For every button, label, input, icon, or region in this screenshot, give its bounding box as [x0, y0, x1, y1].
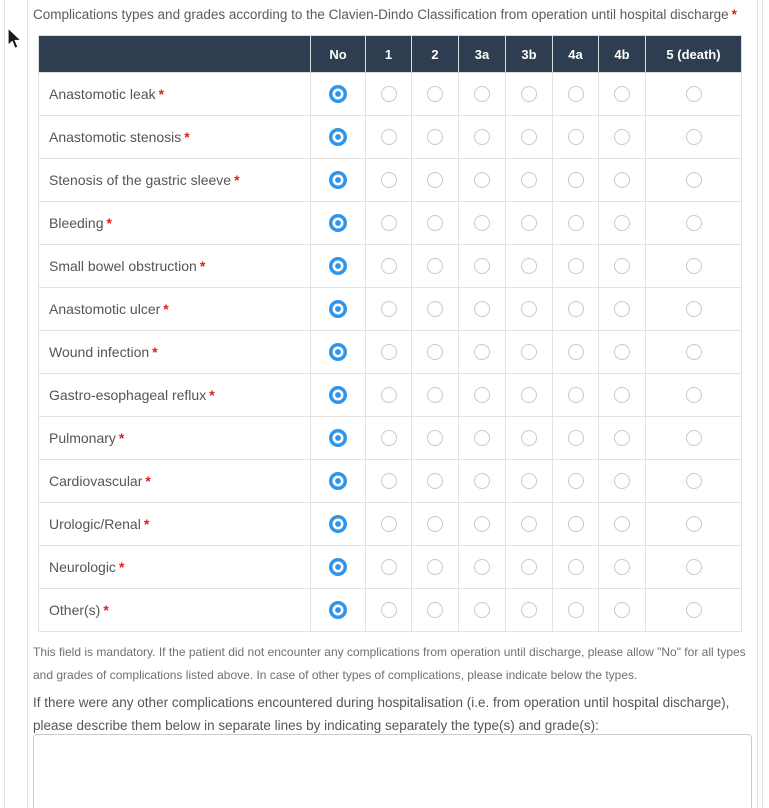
radio-cell-other-s-4a — [553, 589, 599, 632]
radio-wound-infection-5-death[interactable] — [686, 344, 702, 360]
radio-cell-anastomotic-leak-4b — [599, 73, 646, 116]
radio-gastro-esophageal-reflux-5-death[interactable] — [686, 387, 702, 403]
row-label-text: Anastomotic stenosis — [49, 129, 182, 145]
row-label-text: Pulmonary — [49, 430, 116, 446]
radio-stenosis-of-the-gastric-sleeve-2[interactable] — [427, 172, 443, 188]
radio-cell-anastomotic-ulcer-no — [311, 288, 366, 331]
radio-small-bowel-obstruction-3a[interactable] — [474, 258, 490, 274]
radio-cardiovascular-3a[interactable] — [474, 473, 490, 489]
radio-cell-anastomotic-stenosis-4b — [599, 116, 646, 159]
radio-cell-gastro-esophageal-reflux-3b — [506, 374, 553, 417]
radio-cell-stenosis-of-the-gastric-sleeve-5-death — [646, 159, 742, 202]
radio-cell-neurologic-2 — [412, 546, 459, 589]
radio-cell-neurologic-no — [311, 546, 366, 589]
row-label-anastomotic-stenosis — [39, 116, 311, 159]
required-asterisk: * — [234, 172, 240, 188]
radio-small-bowel-obstruction-no-selected[interactable] — [329, 257, 347, 275]
radio-pulmonary-4b[interactable] — [614, 430, 630, 446]
radio-cell-pulmonary-1 — [366, 417, 412, 460]
radio-cardiovascular-4a[interactable] — [568, 473, 584, 489]
radio-neurologic-3b[interactable] — [521, 559, 537, 575]
radio-cell-stenosis-of-the-gastric-sleeve-no — [311, 159, 366, 202]
radio-cell-bleeding-1 — [366, 202, 412, 245]
row-label-bleeding — [39, 202, 311, 245]
radio-cell-anastomotic-leak-3a — [459, 73, 506, 116]
radio-cell-gastro-esophageal-reflux-4a — [553, 374, 599, 417]
required-asterisk: * — [209, 387, 215, 403]
radio-cell-anastomotic-stenosis-3b — [506, 116, 553, 159]
row-label-text: Small bowel obstruction — [49, 258, 197, 274]
radio-cell-gastro-esophageal-reflux-no — [311, 374, 366, 417]
right-outer-border — [762, 0, 763, 808]
table-header-row — [39, 36, 742, 73]
radio-gastro-esophageal-reflux-4a[interactable] — [568, 387, 584, 403]
radio-cell-wound-infection-2 — [412, 331, 459, 374]
table-row-urologic-renal — [39, 503, 742, 546]
radio-pulmonary-no-selected[interactable] — [329, 429, 347, 447]
radio-neurologic-5-death[interactable] — [686, 559, 702, 575]
radio-cell-other-s-5-death — [646, 589, 742, 632]
table-row-gastro-esophageal-reflux — [39, 374, 742, 417]
radio-cell-small-bowel-obstruction-2 — [412, 245, 459, 288]
radio-cell-urologic-renal-no — [311, 503, 366, 546]
question-title — [33, 6, 748, 24]
radio-cell-anastomotic-ulcer-4b — [599, 288, 646, 331]
radio-pulmonary-1[interactable] — [381, 430, 397, 446]
radio-cell-cardiovascular-4b — [599, 460, 646, 503]
mandatory-help-text: This field is mandatory. If the patient did not encounter any complications from operation until discharge, please allow "No" for all types and grades of complications listed above. In case of other types of complications, please indicate below the types. — [33, 645, 746, 682]
radio-small-bowel-obstruction-4b[interactable] — [614, 258, 630, 274]
table-row-wound-infection — [39, 331, 742, 374]
radio-neurologic-4b[interactable] — [614, 559, 630, 575]
radio-cell-neurologic-3a — [459, 546, 506, 589]
radio-cell-anastomotic-ulcer-1 — [366, 288, 412, 331]
radio-gastro-esophageal-reflux-2[interactable] — [427, 387, 443, 403]
header-cell-4b: 4b — [599, 36, 646, 73]
radio-cell-anastomotic-ulcer-4a — [553, 288, 599, 331]
radio-wound-infection-1[interactable] — [381, 344, 397, 360]
radio-pulmonary-3a[interactable] — [474, 430, 490, 446]
radio-cell-bleeding-no — [311, 202, 366, 245]
radio-cell-small-bowel-obstruction-4b — [599, 245, 646, 288]
row-label-gastro-esophageal-reflux — [39, 374, 311, 417]
radio-cell-wound-infection-4b — [599, 331, 646, 374]
radio-cell-other-s-no — [311, 589, 366, 632]
radio-cell-other-s-4b — [599, 589, 646, 632]
radio-cell-stenosis-of-the-gastric-sleeve-4a — [553, 159, 599, 202]
row-label-urologic-renal — [39, 503, 311, 546]
radio-wound-infection-4b[interactable] — [614, 344, 630, 360]
row-label-text: Cardiovascular — [49, 473, 143, 489]
radio-cell-small-bowel-obstruction-1 — [366, 245, 412, 288]
radio-other-s-3a[interactable] — [474, 602, 490, 618]
header-cell-blank — [39, 36, 311, 73]
radio-pulmonary-3b[interactable] — [521, 430, 537, 446]
required-asterisk: * — [184, 129, 190, 145]
radio-anastomotic-stenosis-4b[interactable] — [614, 129, 630, 145]
radio-stenosis-of-the-gastric-sleeve-4b[interactable] — [614, 172, 630, 188]
radio-cell-urologic-renal-2 — [412, 503, 459, 546]
radio-cell-other-s-2 — [412, 589, 459, 632]
radio-cell-anastomotic-stenosis-5-death — [646, 116, 742, 159]
radio-small-bowel-obstruction-4a[interactable] — [568, 258, 584, 274]
header-cell-2: 2 — [412, 36, 459, 73]
radio-urologic-renal-5-death[interactable] — [686, 516, 702, 532]
radio-cell-urologic-renal-3a — [459, 503, 506, 546]
row-label-neurologic — [39, 546, 311, 589]
radio-cell-neurologic-5-death — [646, 546, 742, 589]
row-label-text: Anastomotic ulcer — [49, 301, 161, 317]
radio-cell-wound-infection-no — [311, 331, 366, 374]
table-row-anastomotic-ulcer — [39, 288, 742, 331]
radio-gastro-esophageal-reflux-no-selected[interactable] — [329, 386, 347, 404]
radio-cell-pulmonary-3b — [506, 417, 553, 460]
radio-cell-anastomotic-ulcer-3b — [506, 288, 553, 331]
radio-cell-pulmonary-4a — [553, 417, 599, 460]
row-label-text: Anastomotic leak — [49, 86, 156, 102]
radio-cell-anastomotic-leak-4a — [553, 73, 599, 116]
radio-bleeding-3a[interactable] — [474, 215, 490, 231]
radio-gastro-esophageal-reflux-3a[interactable] — [474, 387, 490, 403]
radio-cell-stenosis-of-the-gastric-sleeve-2 — [412, 159, 459, 202]
radio-bleeding-3b[interactable] — [521, 215, 537, 231]
radio-anastomotic-stenosis-1[interactable] — [381, 129, 397, 145]
radio-cell-pulmonary-no — [311, 417, 366, 460]
radio-cell-stenosis-of-the-gastric-sleeve-3b — [506, 159, 553, 202]
radio-cell-pulmonary-2 — [412, 417, 459, 460]
row-label-other-s — [39, 589, 311, 632]
radio-cell-bleeding-4a — [553, 202, 599, 245]
radio-cell-stenosis-of-the-gastric-sleeve-3a — [459, 159, 506, 202]
required-asterisk: * — [199, 258, 206, 274]
table-row-bleeding — [39, 202, 742, 245]
radio-anastomotic-ulcer-5-death[interactable] — [686, 301, 702, 317]
radio-anastomotic-leak-1[interactable] — [381, 86, 397, 102]
table-row-small-bowel-obstruction — [39, 245, 742, 288]
required-asterisk: * — [118, 559, 125, 575]
radio-neurologic-2[interactable] — [427, 559, 443, 575]
radio-cell-anastomotic-leak-1 — [366, 73, 412, 116]
table-row-neurologic — [39, 546, 742, 589]
radio-cell-pulmonary-3a — [459, 417, 506, 460]
other-complications-textarea[interactable] — [33, 734, 752, 808]
row-label-wound-infection — [39, 331, 311, 374]
radio-cell-anastomotic-ulcer-2 — [412, 288, 459, 331]
radio-pulmonary-2[interactable] — [427, 430, 443, 446]
radio-anastomotic-ulcer-4b[interactable] — [614, 301, 630, 317]
radio-urologic-renal-4b[interactable] — [614, 516, 630, 532]
required-asterisk: * — [158, 86, 165, 102]
header-cell-3a: 3a — [459, 36, 506, 73]
radio-other-s-5-death[interactable] — [686, 602, 702, 618]
radio-stenosis-of-the-gastric-sleeve-1[interactable] — [381, 172, 397, 188]
radio-cell-gastro-esophageal-reflux-1 — [366, 374, 412, 417]
table-row-other-s — [39, 589, 742, 632]
radio-cell-small-bowel-obstruction-no — [311, 245, 366, 288]
radio-anastomotic-stenosis-3b[interactable] — [521, 129, 537, 145]
radio-cell-cardiovascular-4a — [553, 460, 599, 503]
radio-other-s-1[interactable] — [381, 602, 397, 618]
radio-anastomotic-ulcer-4a[interactable] — [568, 301, 584, 317]
radio-other-s-4b[interactable] — [614, 602, 630, 618]
radio-gastro-esophageal-reflux-4b[interactable] — [614, 387, 630, 403]
radio-bleeding-2[interactable] — [427, 215, 443, 231]
complications-table — [38, 35, 742, 632]
radio-gastro-esophageal-reflux-1[interactable] — [381, 387, 397, 403]
radio-cell-other-s-3b — [506, 589, 553, 632]
radio-cell-other-s-1 — [366, 589, 412, 632]
radio-cell-anastomotic-stenosis-2 — [412, 116, 459, 159]
radio-cell-anastomotic-stenosis-3a — [459, 116, 506, 159]
radio-cell-small-bowel-obstruction-3a — [459, 245, 506, 288]
header-cell-3b: 3b — [506, 36, 553, 73]
row-label-anastomotic-leak — [39, 73, 311, 116]
radio-cell-gastro-esophageal-reflux-5-death — [646, 374, 742, 417]
radio-anastomotic-ulcer-2[interactable] — [427, 301, 443, 317]
radio-cell-bleeding-3a — [459, 202, 506, 245]
required-asterisk: * — [143, 516, 150, 532]
radio-cell-cardiovascular-3b — [506, 460, 553, 503]
radio-cell-bleeding-4b — [599, 202, 646, 245]
radio-cell-anastomotic-leak-2 — [412, 73, 459, 116]
radio-small-bowel-obstruction-5-death[interactable] — [686, 258, 702, 274]
radio-cell-wound-infection-5-death — [646, 331, 742, 374]
radio-anastomotic-stenosis-5-death[interactable] — [686, 129, 702, 145]
left-panel-border — [27, 0, 28, 808]
radio-anastomotic-leak-2[interactable] — [427, 86, 443, 102]
radio-cell-wound-infection-3a — [459, 331, 506, 374]
table-row-pulmonary — [39, 417, 742, 460]
radio-neurologic-3a[interactable] — [474, 559, 490, 575]
required-asterisk: * — [103, 602, 109, 618]
radio-cardiovascular-3b[interactable] — [521, 473, 537, 489]
table-row-anastomotic-stenosis — [39, 116, 742, 159]
header-cell-1: 1 — [366, 36, 412, 73]
header-cell-5-death: 5 (death) — [646, 36, 742, 73]
radio-anastomotic-leak-5-death[interactable] — [686, 86, 702, 102]
radio-cell-anastomotic-ulcer-5-death — [646, 288, 742, 331]
radio-urologic-renal-2[interactable] — [427, 516, 443, 532]
radio-cell-cardiovascular-no — [311, 460, 366, 503]
radio-stenosis-of-the-gastric-sleeve-5-death[interactable] — [686, 172, 702, 188]
radio-anastomotic-stenosis-4a[interactable] — [568, 129, 584, 145]
row-label-stenosis-of-the-gastric-sleeve — [39, 159, 311, 202]
table-row-stenosis-of-the-gastric-sleeve — [39, 159, 742, 202]
radio-anastomotic-stenosis-3a[interactable] — [474, 129, 490, 145]
radio-cell-cardiovascular-5-death — [646, 460, 742, 503]
radio-anastomotic-leak-3b[interactable] — [521, 86, 537, 102]
radio-neurologic-1[interactable] — [381, 559, 397, 575]
radio-neurologic-4a[interactable] — [568, 559, 584, 575]
radio-other-s-2[interactable] — [427, 602, 443, 618]
row-label-text: Urologic/Renal — [49, 516, 141, 532]
radio-urologic-renal-no-selected[interactable] — [329, 515, 347, 533]
radio-wound-infection-4a[interactable] — [568, 344, 584, 360]
radio-cell-gastro-esophageal-reflux-4b — [599, 374, 646, 417]
radio-cardiovascular-4b[interactable] — [614, 473, 630, 489]
radio-cell-urologic-renal-1 — [366, 503, 412, 546]
radio-cell-cardiovascular-3a — [459, 460, 506, 503]
radio-cardiovascular-5-death[interactable] — [686, 473, 702, 489]
radio-pulmonary-5-death[interactable] — [686, 430, 702, 446]
radio-anastomotic-ulcer-no-selected[interactable] — [329, 300, 347, 318]
radio-other-s-no-selected[interactable] — [329, 601, 347, 619]
radio-cardiovascular-no-selected[interactable] — [329, 472, 347, 490]
row-label-text: Neurologic — [49, 559, 116, 575]
radio-cell-wound-infection-1 — [366, 331, 412, 374]
mouse-cursor-icon — [6, 27, 22, 51]
radio-wound-infection-3a[interactable] — [474, 344, 490, 360]
radio-cell-urologic-renal-5-death — [646, 503, 742, 546]
radio-cell-anastomotic-leak-5-death — [646, 73, 742, 116]
radio-cell-urologic-renal-3b — [506, 503, 553, 546]
radio-cell-anastomotic-stenosis-1 — [366, 116, 412, 159]
required-asterisk: * — [163, 301, 169, 317]
radio-cell-bleeding-3b — [506, 202, 553, 245]
required-asterisk: * — [152, 344, 158, 360]
radio-cell-neurologic-3b — [506, 546, 553, 589]
row-label-pulmonary — [39, 417, 311, 460]
radio-stenosis-of-the-gastric-sleeve-3a[interactable] — [474, 172, 490, 188]
radio-cell-small-bowel-obstruction-4a — [553, 245, 599, 288]
radio-cell-anastomotic-leak-no — [311, 73, 366, 116]
radio-anastomotic-ulcer-3b[interactable] — [521, 301, 537, 317]
radio-cell-wound-infection-3b — [506, 331, 553, 374]
required-asterisk: * — [106, 215, 112, 231]
radio-wound-infection-3b[interactable] — [521, 344, 537, 360]
other-complications-prompt: If there were any other complications encountered during hospitalisation (i.e. from operation until hospital discharge), please describe them below in separate lines by indicating separately the type(s) and grade(s): — [33, 695, 730, 733]
row-label-text: Stenosis of the gastric sleeve — [49, 172, 232, 188]
radio-cell-other-s-3a — [459, 589, 506, 632]
radio-cell-urologic-renal-4b — [599, 503, 646, 546]
radio-wound-infection-2[interactable] — [427, 344, 443, 360]
table-row-cardiovascular — [39, 460, 742, 503]
row-label-text: Other(s) — [49, 602, 101, 618]
radio-anastomotic-stenosis-2[interactable] — [427, 129, 443, 145]
radio-bleeding-5-death[interactable] — [686, 215, 702, 231]
radio-cell-stenosis-of-the-gastric-sleeve-4b — [599, 159, 646, 202]
radio-small-bowel-obstruction-2[interactable] — [427, 258, 443, 274]
radio-anastomotic-ulcer-3a[interactable] — [474, 301, 490, 317]
header-cell-4a: 4a — [553, 36, 599, 73]
radio-stenosis-of-the-gastric-sleeve-3b[interactable] — [521, 172, 537, 188]
radio-cell-anastomotic-ulcer-3a — [459, 288, 506, 331]
required-asterisk: * — [145, 473, 151, 489]
radio-cell-bleeding-2 — [412, 202, 459, 245]
row-label-text: Gastro-esophageal reflux — [49, 387, 207, 403]
radio-urologic-renal-3b[interactable] — [521, 516, 537, 532]
row-label-cardiovascular — [39, 460, 311, 503]
radio-gastro-esophageal-reflux-3b[interactable] — [521, 387, 537, 403]
radio-urologic-renal-4a[interactable] — [568, 516, 584, 532]
radio-anastomotic-stenosis-no-selected[interactable] — [329, 128, 347, 146]
radio-anastomotic-leak-4a[interactable] — [568, 86, 584, 102]
row-label-small-bowel-obstruction — [39, 245, 311, 288]
radio-cardiovascular-1[interactable] — [381, 473, 397, 489]
radio-stenosis-of-the-gastric-sleeve-no-selected[interactable] — [329, 171, 347, 189]
radio-wound-infection-no-selected[interactable] — [329, 343, 347, 361]
radio-bleeding-1[interactable] — [381, 215, 397, 231]
header-cell-no: No — [311, 36, 366, 73]
row-label-anastomotic-ulcer — [39, 288, 311, 331]
right-panel-border — [757, 0, 758, 808]
radio-bleeding-4b[interactable] — [614, 215, 630, 231]
radio-cell-neurologic-4b — [599, 546, 646, 589]
radio-cell-cardiovascular-2 — [412, 460, 459, 503]
radio-anastomotic-ulcer-1[interactable] — [381, 301, 397, 317]
radio-cell-anastomotic-stenosis-4a — [553, 116, 599, 159]
radio-urologic-renal-3a[interactable] — [474, 516, 490, 532]
required-asterisk: * — [731, 7, 737, 22]
radio-cardiovascular-2[interactable] — [427, 473, 443, 489]
radio-anastomotic-leak-no-selected[interactable] — [329, 85, 347, 103]
radio-anastomotic-leak-3a[interactable] — [474, 86, 490, 102]
radio-stenosis-of-the-gastric-sleeve-4a[interactable] — [568, 172, 584, 188]
radio-cell-urologic-renal-4a — [553, 503, 599, 546]
left-outer-border — [4, 0, 5, 808]
radio-bleeding-4a[interactable] — [568, 215, 584, 231]
radio-cell-wound-infection-4a — [553, 331, 599, 374]
radio-cell-cardiovascular-1 — [366, 460, 412, 503]
radio-pulmonary-4a[interactable] — [568, 430, 584, 446]
question-title-text: Complications types and grades according to the Clavien-Dindo Classification from operation until hospital discharge — [33, 7, 729, 22]
radio-cell-anastomotic-stenosis-no — [311, 116, 366, 159]
radio-cell-anastomotic-leak-3b — [506, 73, 553, 116]
radio-cell-pulmonary-4b — [599, 417, 646, 460]
radio-cell-gastro-esophageal-reflux-3a — [459, 374, 506, 417]
radio-cell-small-bowel-obstruction-3b — [506, 245, 553, 288]
radio-cell-bleeding-5-death — [646, 202, 742, 245]
radio-cell-pulmonary-5-death — [646, 417, 742, 460]
required-asterisk: * — [118, 430, 125, 446]
radio-urologic-renal-1[interactable] — [381, 516, 397, 532]
radio-cell-neurologic-4a — [553, 546, 599, 589]
radio-cell-neurologic-1 — [366, 546, 412, 589]
row-label-text: Wound infection — [49, 344, 150, 360]
radio-other-s-3b[interactable] — [521, 602, 537, 618]
radio-anastomotic-leak-4b[interactable] — [614, 86, 630, 102]
radio-bleeding-no-selected[interactable] — [329, 214, 347, 232]
radio-cell-gastro-esophageal-reflux-2 — [412, 374, 459, 417]
row-label-text: Bleeding — [49, 215, 104, 231]
radio-cell-small-bowel-obstruction-5-death — [646, 245, 742, 288]
table-row-anastomotic-leak — [39, 73, 742, 116]
radio-other-s-4a[interactable] — [568, 602, 584, 618]
radio-small-bowel-obstruction-3b[interactable] — [521, 258, 537, 274]
radio-cell-stenosis-of-the-gastric-sleeve-1 — [366, 159, 412, 202]
radio-neurologic-no-selected[interactable] — [329, 558, 347, 576]
radio-small-bowel-obstruction-1[interactable] — [381, 258, 397, 274]
